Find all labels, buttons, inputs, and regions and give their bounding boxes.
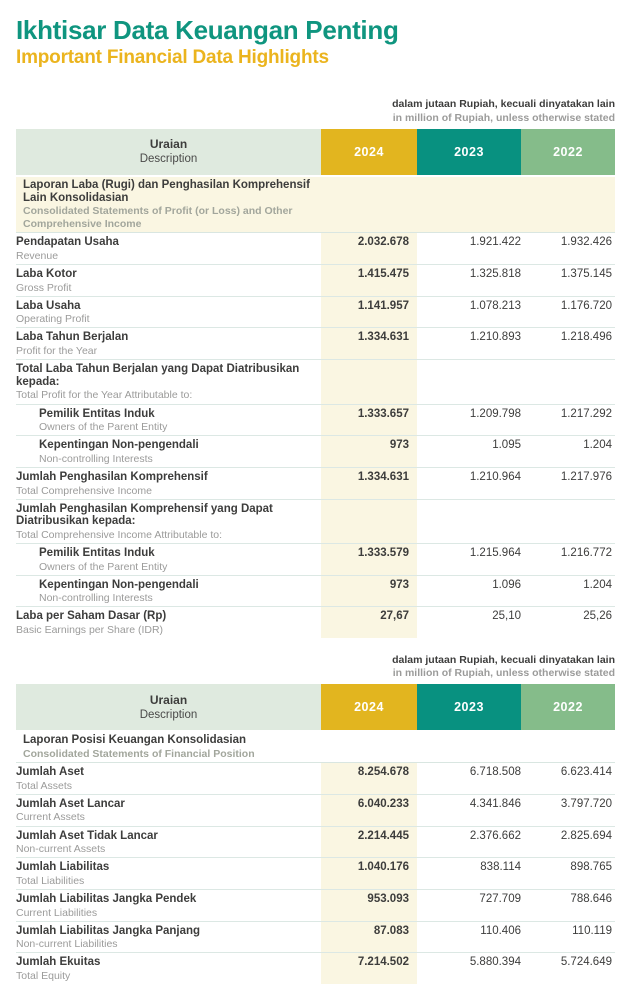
row-label-en: Total Liabilities	[16, 874, 85, 887]
value-cell-2022: 898.765	[521, 858, 615, 890]
row-label-cell	[16, 328, 321, 360]
row-label-cell	[16, 858, 321, 890]
header-uraian-label: Uraian	[149, 692, 188, 707]
table-row	[16, 233, 615, 265]
row-label-id: Jumlah Aset Tidak Lancar	[16, 829, 158, 842]
row-label-en: Total Comprehensive Income Attributable to:	[16, 528, 223, 541]
value-cell-2023: 1.210.964	[417, 467, 521, 499]
row-label-id: Jumlah Penghasilan Komprehensif yang Dapat Diatribusikan kepada:	[16, 502, 273, 528]
section-label-cell	[16, 731, 321, 762]
row-label-id: Laba per Saham Dasar (Rp)	[16, 610, 167, 623]
table-row	[16, 467, 615, 499]
row-label-cell	[16, 404, 321, 436]
row-label-en: Operating Profit	[16, 313, 90, 326]
value-cell-2022: 3.797.720	[521, 794, 615, 826]
column-header-2023: 2023	[417, 129, 521, 176]
page-subtitle: Important Financial Data Highlights	[16, 46, 329, 68]
row-label-en: Total Assets	[16, 779, 73, 792]
row-label-cell	[16, 763, 321, 795]
row-label-en: Current Liabilities	[16, 906, 98, 919]
row-label-cell	[16, 575, 321, 607]
row-label-cell	[16, 953, 321, 984]
value-cell-2022: 25,26	[583, 610, 612, 623]
row-label-id: Total Laba Tahun Berjalan yang Dapat Diatribusikan kepada:	[16, 363, 300, 388]
value-cell-2024	[321, 360, 417, 404]
row-label-en: Current Assets	[16, 811, 85, 824]
table-row	[16, 499, 615, 543]
table-row	[16, 763, 615, 795]
row-label-en: Non-controlling Interests	[39, 592, 153, 605]
section-empty-cell	[321, 176, 417, 233]
table-row	[16, 575, 615, 607]
financial-highlights-page	[0, 15, 629, 982]
value-cell-2022: 2.825.694	[521, 826, 615, 858]
row-label-en: Total Equity	[16, 970, 71, 982]
value-cell-2022: 6.623.414	[521, 763, 615, 795]
value-cell-2024: 8.254.678	[321, 763, 417, 795]
column-header-2022: 2022	[521, 684, 615, 731]
row-label-cell	[16, 889, 321, 921]
value-cell-2023: 1.096	[417, 575, 521, 607]
row-label-en: Profit for the Year	[16, 345, 98, 358]
value-cell-2023: 1.921.422	[417, 233, 521, 265]
value-cell-2024: 2.214.445	[321, 826, 417, 858]
value-cell-2022: 1.204	[521, 575, 615, 607]
value-cell-2024: 973	[321, 575, 417, 607]
column-header-2022: 2022	[521, 129, 615, 176]
row-label-id: Jumlah Penghasilan Komprehensif	[16, 470, 208, 483]
table-row	[16, 921, 615, 953]
unit-note-en: in million of Rupiah, unless otherwise stated	[392, 667, 615, 680]
row-label-en: Total Comprehensive Income	[16, 484, 152, 497]
value-cell-2024: 1.334.631	[321, 467, 417, 499]
value-cell-2023: 1.209.798	[417, 404, 521, 436]
row-label-cell	[16, 360, 321, 404]
value-cell-2024: 2.032.678	[321, 233, 417, 265]
table-row	[16, 360, 615, 404]
value-cell-2023: 1.078.213	[417, 296, 521, 328]
value-cell-2024: 1.040.176	[321, 858, 417, 890]
row-label-id: Jumlah Ekuitas	[16, 956, 101, 969]
row-label-id: Laba Tahun Berjalan	[16, 331, 129, 344]
value-cell-2023: 5.880.394	[469, 956, 521, 969]
value-cell-2023: 1.325.818	[417, 265, 521, 297]
column-header-description	[16, 129, 321, 176]
header-row	[16, 129, 615, 176]
row-label-id: Pemilik Entitas Induk	[39, 407, 155, 420]
row-label-id: Laba Kotor	[16, 268, 77, 281]
column-header-2024: 2024	[321, 129, 417, 176]
table-row	[16, 328, 615, 360]
row-label-cell	[16, 543, 321, 575]
table-row	[16, 543, 615, 575]
row-label-cell	[16, 296, 321, 328]
value-cell-2024: 1.141.957	[321, 296, 417, 328]
row-label-cell	[16, 265, 321, 297]
row-label-cell	[16, 607, 321, 638]
value-cell-2024: 973	[321, 436, 417, 468]
value-cell-2023: 110.406	[417, 921, 521, 953]
value-cell-2023: 2.376.662	[417, 826, 521, 858]
value-cell-2024: 87.083	[321, 921, 417, 953]
row-label-id: Pendapatan Usaha	[16, 236, 119, 249]
table-header	[16, 684, 615, 731]
value-cell-2022	[521, 360, 615, 404]
value-cell-2023: 1.215.964	[417, 543, 521, 575]
value-cell-2022: 1.217.976	[521, 467, 615, 499]
unit-note	[16, 98, 615, 124]
value-cell-2022: 5.724.649	[560, 956, 612, 969]
row-label-id: Jumlah Aset	[16, 766, 84, 779]
section-label-id: Laporan Posisi Keuangan Konsolidasian	[23, 734, 247, 747]
value-cell-2022: 1.176.720	[521, 296, 615, 328]
value-cell-2022: 1.204	[521, 436, 615, 468]
value-cell-2023: 727.709	[417, 889, 521, 921]
value-cell-2023: 838.114	[417, 858, 521, 890]
row-label-id: Kepentingan Non-pengendali	[39, 578, 199, 591]
section-row	[16, 176, 615, 233]
profit-loss-table-mount	[16, 129, 615, 638]
header-description-label: Description	[139, 708, 198, 721]
table-row	[16, 858, 615, 890]
section-empty-cell	[417, 176, 521, 233]
value-cell-2023: 6.718.508	[417, 763, 521, 795]
unit-note-en: in million of Rupiah, unless otherwise stated	[392, 111, 615, 124]
value-cell-2022: 1.217.292	[521, 404, 615, 436]
row-label-en: Gross Profit	[16, 281, 72, 294]
unit-note-id: dalam jutaan Rupiah, kecuali dinyatakan lain	[392, 654, 615, 667]
value-cell-2022: 1.218.496	[521, 328, 615, 360]
value-cell-2022	[521, 499, 615, 543]
value-cell-2024: 6.040.233	[321, 794, 417, 826]
row-label-id: Kepentingan Non-pengendali	[39, 439, 199, 452]
financial-position-table-mount	[16, 684, 615, 984]
table-header	[16, 129, 615, 176]
value-cell-2023: 1.095	[417, 436, 521, 468]
value-cell-2023: 25,10	[492, 610, 521, 623]
value-cell-2022: 1.375.145	[521, 265, 615, 297]
row-label-cell	[16, 499, 321, 543]
section-empty-cell	[521, 176, 615, 233]
row-label-id: Jumlah Aset Lancar	[16, 797, 125, 810]
row-label-cell	[16, 467, 321, 499]
row-label-id: Jumlah Liabilitas Jangka Panjang	[16, 924, 201, 937]
value-cell-2023: 1.210.893	[417, 328, 521, 360]
row-label-en: Owners of the Parent Entity	[39, 421, 168, 434]
section-label-id: Laporan Laba (Rugi) dan Penghasilan Komprehensif Lain Konsolidasian	[23, 178, 310, 204]
row-label-cell	[16, 436, 321, 468]
page-title: Ikhtisar Data Keuangan Penting	[16, 15, 399, 45]
table-row	[16, 296, 615, 328]
value-cell-2024: 1.333.579	[321, 543, 417, 575]
financial-table	[16, 129, 615, 638]
table-row	[16, 265, 615, 297]
table-body	[16, 176, 615, 638]
row-label-en: Non-current Liabilities	[16, 938, 118, 951]
column-header-2023: 2023	[417, 684, 521, 731]
value-cell-2023	[417, 360, 521, 404]
section-empty-cell	[417, 731, 521, 762]
row-label-cell	[16, 921, 321, 953]
table-row	[16, 607, 615, 638]
column-header-2024: 2024	[321, 684, 417, 731]
unit-note	[16, 654, 615, 680]
section-empty-cell	[321, 731, 417, 762]
table-row	[16, 436, 615, 468]
row-label-id: Jumlah Liabilitas	[16, 861, 110, 874]
value-cell-2023: 4.341.846	[417, 794, 521, 826]
row-label-id: Laba Usaha	[16, 299, 81, 312]
section-empty-cell	[521, 731, 615, 762]
section-row	[16, 731, 615, 762]
value-cell-2022: 1.932.426	[521, 233, 615, 265]
unit-note-id: dalam jutaan Rupiah, kecuali dinyatakan lain	[392, 98, 615, 111]
row-label-en: Basic Earnings per Share (IDR)	[16, 624, 164, 637]
row-label-en: Revenue	[16, 250, 59, 262]
table-row	[16, 794, 615, 826]
row-label-cell	[16, 794, 321, 826]
section-label-en: Consolidated Statements of Financial Position	[23, 747, 255, 760]
row-label-id: Jumlah Liabilitas Jangka Pendek	[16, 892, 197, 905]
row-label-en: Non-controlling Interests	[39, 452, 153, 465]
value-cell-2024: 27,67	[321, 607, 417, 638]
table-row	[16, 404, 615, 436]
financial-table	[16, 684, 615, 984]
value-cell-2024	[321, 499, 417, 543]
row-label-en: Non-current Assets	[16, 843, 106, 856]
value-cell-2024: 953.093	[321, 889, 417, 921]
row-label-cell	[16, 826, 321, 858]
row-label-en: Total Profit for the Year Attributable to:	[16, 389, 193, 402]
value-cell-2024: 1.415.475	[321, 265, 417, 297]
table-body	[16, 731, 615, 984]
value-cell-2024: 7.214.502	[321, 953, 417, 984]
row-label-id: Pemilik Entitas Induk	[39, 546, 155, 559]
table-row	[16, 953, 615, 984]
table-row	[16, 889, 615, 921]
value-cell-2022: 788.646	[521, 889, 615, 921]
value-cell-2023	[417, 499, 521, 543]
header-row	[16, 684, 615, 731]
value-cell-2024: 1.334.631	[321, 328, 417, 360]
header-description-label: Description	[139, 153, 198, 166]
header-uraian-label: Uraian	[149, 137, 188, 152]
value-cell-2022: 1.216.772	[521, 543, 615, 575]
value-cell-2024: 1.333.657	[321, 404, 417, 436]
row-label-en: Owners of the Parent Entity	[39, 560, 168, 573]
section-label-en: Consolidated Statements of Profit (or Loss) and Other Comprehensive Income	[23, 205, 293, 230]
section-label-cell	[16, 176, 321, 233]
row-label-cell	[16, 233, 321, 265]
value-cell-2022: 110.119	[521, 921, 615, 953]
table-row	[16, 826, 615, 858]
column-header-description	[16, 684, 321, 731]
